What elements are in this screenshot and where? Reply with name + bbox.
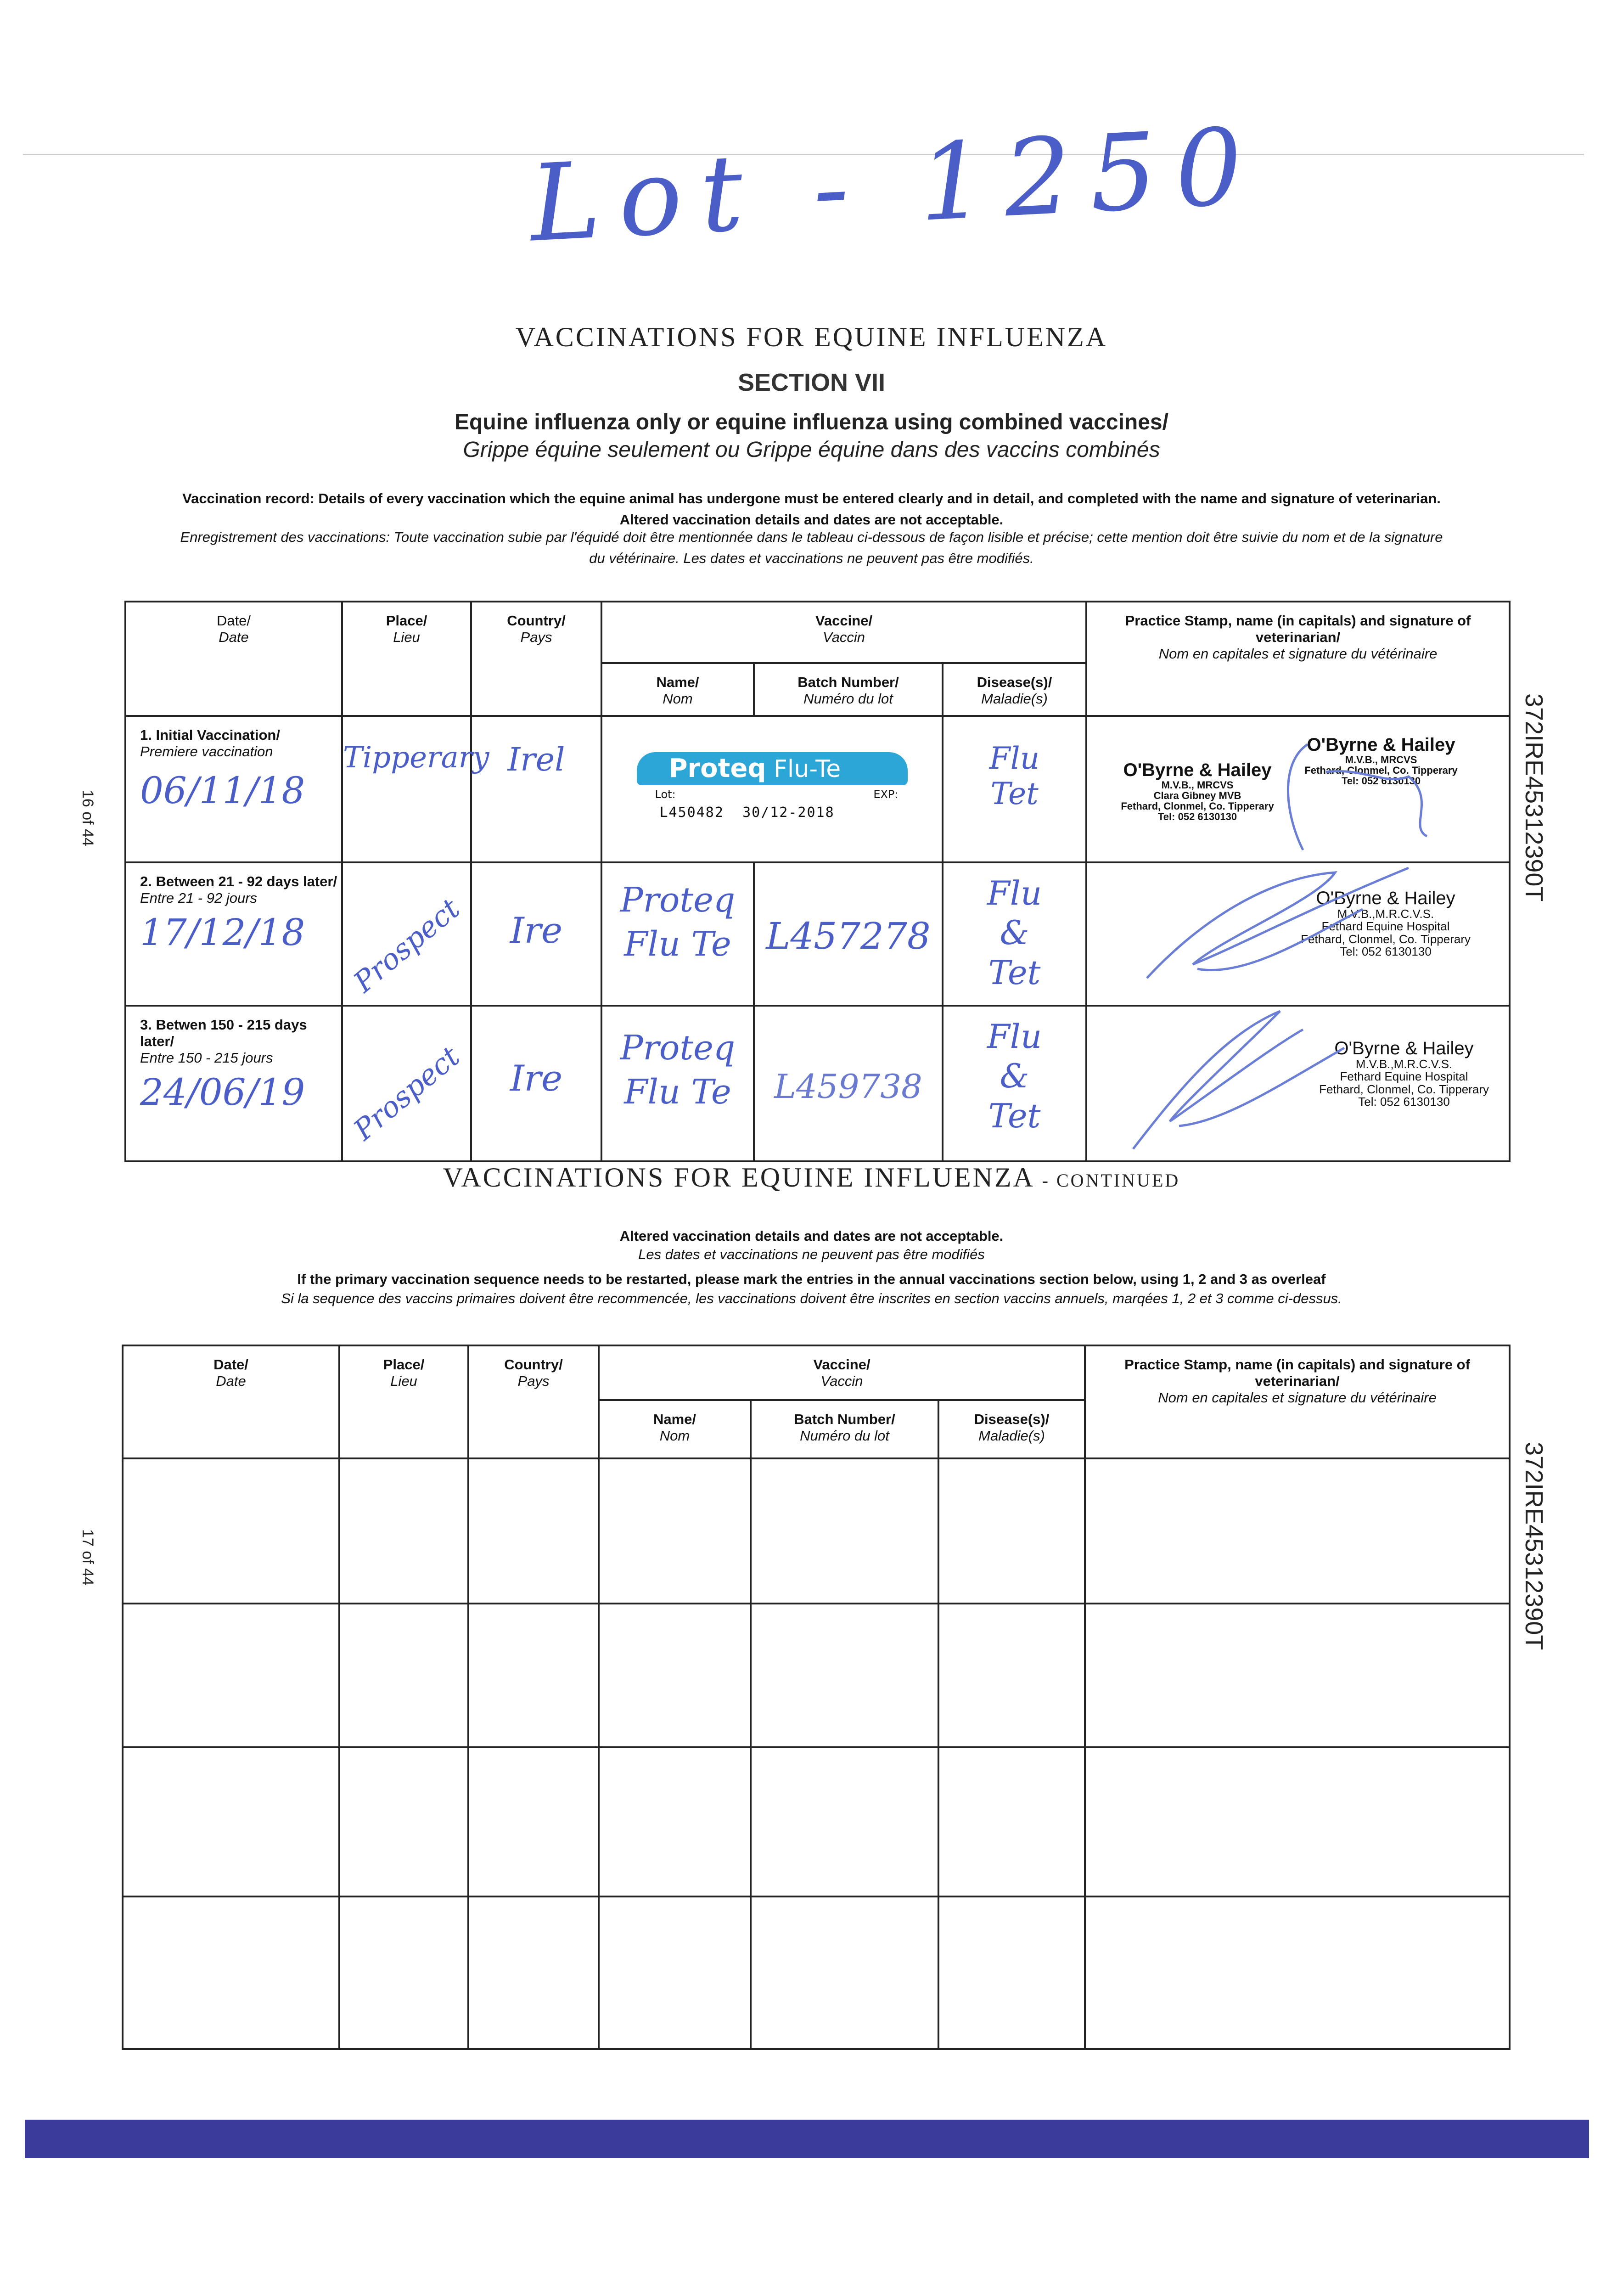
row-label: 3. Betwen 150 - 215 days later/ Entre 150 - 215 jours 24/06/19 <box>125 1006 342 1161</box>
empty-cell[interactable] <box>1085 1747 1510 1896</box>
empty-cell[interactable] <box>599 1896 751 2049</box>
empty-cell[interactable] <box>938 1604 1085 1747</box>
header-disease: Disease(s)/ Maladie(s) <box>938 1400 1085 1458</box>
header-stamp: Practice Stamp, name (in capitals) and signature of veterinarian/ Nom en capitales et signature du vétérinaire <box>1085 1345 1510 1458</box>
empty-cell[interactable] <box>599 1458 751 1604</box>
name-cell: Proteq Flu Te <box>601 862 754 1006</box>
empty-cell[interactable] <box>339 1747 468 1896</box>
empty-cell[interactable] <box>468 1458 599 1604</box>
vaccination-table-continued <box>122 1345 1511 2050</box>
practice-stamp: O'Byrne & Hailey M.V.B., MRCVS Clara Gibney MVB Fethard, Clonmel, Co. Tipperary Tel: 052 6130130 <box>1121 760 1274 823</box>
row-label: 1. Initial Vaccination/ Premiere vaccination 06/11/18 <box>125 716 342 862</box>
header-date: Date/ Date <box>125 602 342 716</box>
altered-en: Altered vaccination details and dates are not acceptable. <box>619 1228 1004 1244</box>
country-cell: Irel <box>471 716 601 862</box>
batch-cell: L457278 <box>754 862 943 1006</box>
place-cell: Prospect <box>342 1006 471 1161</box>
header-batch: Batch Number/ Numéro du lot <box>751 1400 938 1458</box>
disease-cell: Flu & Tet <box>943 862 1086 1006</box>
country-cell: Ire <box>471 1006 601 1161</box>
place-cell: Tipperary <box>342 716 471 862</box>
page-number-top: 16 of 44 <box>79 790 96 846</box>
table-row <box>125 1006 1510 1161</box>
header-batch: Batch Number/ Numéro du lot <box>754 663 943 716</box>
page-number-bottom: 17 of 44 <box>79 1529 96 1586</box>
side-id-top: 372IRE45312390T <box>1520 693 1548 902</box>
practice-stamp: O'Byrne & Hailey M.V.B.,M.R.C.V.S. Fethard Equine Hospital Fethard, Clonmel, Co. Tipperary Tel: 052 6130130 <box>1301 888 1471 958</box>
header-stamp: Practice Stamp, name (in capitals) and signature of veterinarian/ Nom en capitales et signature du vétérinaire <box>1086 602 1510 716</box>
restart-fr: Si la sequence des vaccins primaires doivent être recommencée, les vaccinations doivent être inscrites en section vaccins annuels, marqées 1, 2 et 3 comme ci-dessus. <box>281 1290 1342 1306</box>
signature <box>1087 717 1511 863</box>
empty-cell[interactable] <box>938 1896 1085 2049</box>
header-place: Place/ Lieu <box>342 602 471 716</box>
empty-cell[interactable] <box>751 1896 938 2049</box>
empty-cell[interactable] <box>1085 1896 1510 2049</box>
signature <box>1087 1007 1511 1162</box>
batch-cell: L459738 <box>754 1006 943 1161</box>
instructions-fr-2: du vétérinaire. Les dates et vaccinations ne peuvent pas être modifiés. <box>589 550 1034 566</box>
footer-bar <box>25 2120 1589 2158</box>
empty-cell[interactable] <box>123 1747 339 1896</box>
empty-cell[interactable] <box>468 1604 599 1747</box>
date-value: 06/11/18 <box>140 769 305 812</box>
vaccination-table-primary <box>124 601 1511 1162</box>
signature <box>1087 863 1511 1007</box>
empty-cell[interactable] <box>938 1747 1085 1896</box>
empty-cell[interactable] <box>599 1747 751 1896</box>
disease-cell: Flu Tet <box>943 716 1086 862</box>
empty-cell[interactable] <box>339 1896 468 2049</box>
table-row <box>125 716 1510 862</box>
table-row-empty <box>123 1747 1510 1896</box>
instructions-fr-1: Enregistrement des vaccinations: Toute vaccination subie par l'équidé doit être mentionnée dans le tableau ci-dessous de façon lisible et précise; cette mention doit être suivie du nom et de la signature <box>180 529 1443 545</box>
practice-stamp: O'Byrne & Hailey M.V.B.,M.R.C.V.S. Fethard Equine Hospital Fethard, Clonmel, Co. Tipperary Tel: 052 6130130 <box>1319 1038 1489 1109</box>
header-place: Place/ Lieu <box>339 1345 468 1458</box>
header-country: Country/ Pays <box>468 1345 599 1458</box>
table-row-empty <box>123 1604 1510 1747</box>
stamp-cell <box>1086 1006 1510 1161</box>
header-country: Country/ Pays <box>471 602 601 716</box>
instructions-en-2: Altered vaccination details and dates are not acceptable. <box>619 512 1004 528</box>
header-date: Date/ Date <box>123 1345 339 1458</box>
subtitle-fr: Grippe équine seulement ou Grippe équine dans des vaccins combinés <box>463 438 1160 462</box>
country-cell: Ire <box>471 862 601 1006</box>
stamp-cell <box>1086 716 1510 862</box>
header-vaccine: Vaccine/ Vaccin <box>599 1345 1085 1400</box>
row-label: 2. Between 21 - 92 days later/ Entre 21 - 92 jours 17/12/18 <box>125 862 342 1006</box>
empty-cell[interactable] <box>1085 1458 1510 1604</box>
header-name: Name/ Nom <box>601 663 754 716</box>
empty-cell[interactable] <box>468 1896 599 2049</box>
disease-cell: Flu & Tet <box>943 1006 1086 1161</box>
empty-cell[interactable] <box>339 1604 468 1747</box>
vaccine-sticker: Proteq Flu-Te Lot: EXP: L450482 30/12-2018 <box>637 752 908 821</box>
handwritten-lot-number: Lot - 1250 <box>527 105 1264 266</box>
instructions-en-1: Vaccination record: Details of every vaccination which the equine animal has undergone must be entered clearly and in detail, and completed with the name and signature of veterinarian. <box>182 490 1441 506</box>
empty-cell[interactable] <box>751 1747 938 1896</box>
empty-cell[interactable] <box>123 1458 339 1604</box>
empty-cell[interactable] <box>751 1458 938 1604</box>
restart-en: If the primary vaccination sequence needs to be restarted, please mark the entries in the annual vaccinations section below, using 1, 2 and 3 as overleaf <box>297 1271 1326 1287</box>
table-row <box>125 862 1510 1006</box>
date-value: 17/12/18 <box>140 911 305 954</box>
header-name: Name/ Nom <box>599 1400 751 1458</box>
side-id-bottom: 372IRE45312390T <box>1520 1442 1548 1650</box>
empty-cell[interactable] <box>468 1747 599 1896</box>
name-cell: Proteq Flu Te <box>601 1006 754 1161</box>
stamp-cell <box>1086 862 1510 1006</box>
empty-cell[interactable] <box>123 1604 339 1747</box>
header-disease: Disease(s)/ Maladie(s) <box>943 663 1086 716</box>
empty-cell[interactable] <box>938 1458 1085 1604</box>
empty-cell[interactable] <box>599 1604 751 1747</box>
empty-cell[interactable] <box>339 1458 468 1604</box>
table-row-empty <box>123 1896 1510 2049</box>
altered-fr: Les dates et vaccinations ne peuvent pas être modifiés <box>638 1246 985 1262</box>
empty-cell[interactable] <box>751 1604 938 1747</box>
continued-title: VACCINATIONS FOR EQUINE INFLUENZA - CONTINUED <box>443 1162 1180 1193</box>
header-vaccine: Vaccine/ Vaccin <box>601 602 1086 663</box>
page-title: VACCINATIONS FOR EQUINE INFLUENZA <box>515 322 1108 352</box>
date-value: 24/06/19 <box>140 1071 305 1114</box>
empty-cell[interactable] <box>123 1896 339 2049</box>
place-cell: Prospect <box>342 862 471 1006</box>
table-row-empty <box>123 1458 1510 1604</box>
section-title: SECTION VII <box>737 369 886 396</box>
subtitle-en: Equine influenza only or equine influenza using combined vaccines/ <box>455 410 1168 434</box>
practice-stamp: O'Byrne & Hailey M.V.B., MRCVS Fethard, Clonmel, Co. Tipperary Tel: 052 6130130 <box>1304 735 1458 787</box>
empty-cell[interactable] <box>1085 1604 1510 1747</box>
vaccine-sticker-cell <box>601 716 943 862</box>
